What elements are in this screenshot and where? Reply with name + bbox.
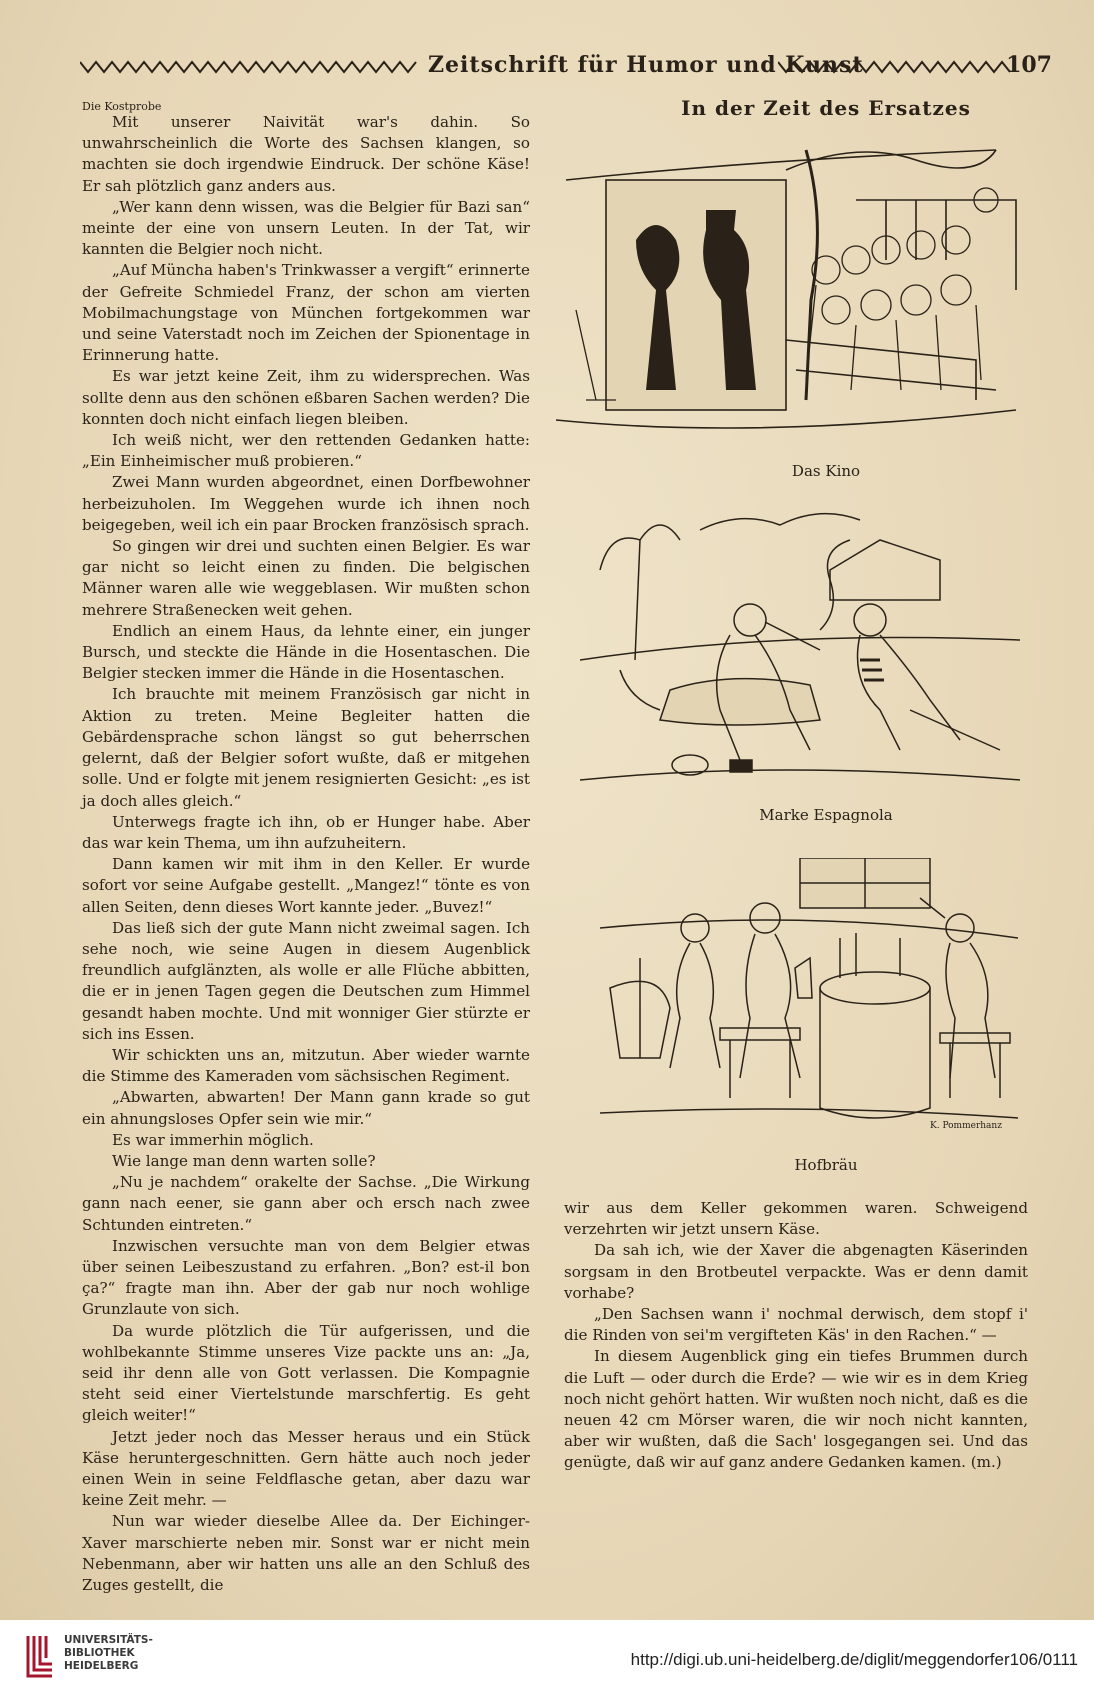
section-label: Die Kostprobe [82, 100, 162, 113]
paragraph: Das ließ sich der gute Mann nicht zweimal sagen. Ich sehe noch, wie seine Augen in diesem Augenblick freundlich aufglänzten, als wolle er alle Flüche abbitten, die er in jenen Tagen gegen die Deutschen zum Himmel gesandt haben mochte. Und mit wonniger Gier stürzte er sich ins Essen. [82, 918, 530, 1043]
library-name-line: UNIVERSITÄTS- [64, 1634, 153, 1646]
paragraph: „Wer kann denn wissen, was die Belgier für Bazi san“ meinte der eine von unsern Leuten. In der Tat, wir kannten die Belgier noch nicht. [82, 197, 530, 259]
paragraph: Es war immerhin möglich. [112, 1130, 314, 1149]
caption-hofbraeu: Hofbräu [794, 1156, 858, 1174]
page-header [60, 48, 1052, 82]
paragraph: Es war jetzt keine Zeit, ihm zu widersprechen. Was sollte denn aus den schönen eßbaren Sachen werden? Die konnten doch nicht einfach liegen bleiben. [82, 367, 530, 428]
kino-drawing [556, 140, 1024, 450]
library-name-line: BIBLIOTHEK [64, 1647, 135, 1659]
paragraph: Ich weiß nicht, wer den rettenden Gedanken hatte: „Ein Einheimischer muß probieren.“ [82, 431, 530, 471]
paragraph: Zwei Mann wurden abgeordnet, einen Dorfbewohner herbeizuholen. Im Weggehen wurde ich ihnen noch beigegeben, weil ich ein paar Brocken französisch sprach. [82, 473, 530, 534]
paragraph: Wir schickten uns an, mitzutun. Aber wieder warnte die Stimme des Kameraden vom sächsischen Regiment. [82, 1045, 530, 1086]
paragraph: Nun war wieder dieselbe Allee da. Der Eichinger-Xaver marschierte neben mir. Sonst war er nicht mein Nebenmann, aber wir hatten uns alle an den Schluß des Zuges gestellt, die [82, 1512, 530, 1595]
paragraph: „Abwarten, abwarten! Der Mann gann krade so gut ein ahnungsloses Opfer sein wie mir.“ [82, 1088, 530, 1128]
illustration-espagnola [580, 510, 1020, 790]
caption-espagnola: Marke Espagnola [759, 806, 893, 824]
paragraph: „Den Sachsen wann i' nochmal derwisch, dem stopf i' die Rinden von sei'm vergifteten Käs' in den Rachen.“ — [564, 1305, 1028, 1345]
caption-kino: Das Kino [791, 462, 861, 480]
paragraph: In diesem Augenblick ging ein tiefes Brummen durch die Luft — oder durch die Erde? — wie wir es in dem Krieg noch nicht gehört hatten. Wir wußten noch nicht, daß es die neuen 42 cm Mörser waren, die wir noch nicht kannten, aber wir wußten, daß die Sach' losgegangen sei. Und das genügte, daß wir auf ganz andere Gedanken kamen. (m.) [564, 1347, 1028, 1472]
library-name [64, 1634, 153, 1673]
paragraph: Endlich an einem Haus, da lehnte einer, ein junger Bursch, und steckte die Hände in die Hosentaschen. Die Belgier stecken immer die Hände in die Hosentaschen. [82, 621, 530, 683]
paragraph: So gingen wir drei und suchten einen Belgier. Es war gar nicht so leicht einen zu finden. Die belgischen Männer waren alle wie weggeblasen. Wir mußten schon mehrere Straßenecken weit gehen. [82, 537, 530, 619]
artist-signature: K. Pommerhanz [930, 1121, 1002, 1131]
illustration-kino [556, 140, 1024, 450]
illustration-hofbraeu [600, 858, 1018, 1140]
footer-bar [0, 1620, 1094, 1695]
page-number: 107 [1006, 52, 1052, 78]
header-ornament-left [80, 58, 420, 74]
header-title: Zeitschrift für Humor und Kunst [428, 52, 864, 78]
paragraph: „Auf Müncha haben's Trinkwasser a vergift“ erinnerte der Gefreite Schmiedel Franz, der schon am vierten Mobilmachungstage von München fortgekommen war und seine Vaterstadt noch im Zeichen der Spionentage in Erinnerung hatte. [82, 261, 530, 365]
paragraph: Jetzt jeder noch das Messer heraus und ein Stück Käse heruntergeschnitten. Gern hätte auch noch jeder einen Wein in seine Feldflasche getan, aber dazu war keine Zeit mehr. — [82, 1427, 530, 1510]
paragraph: Wie lange man denn warten solle? [112, 1151, 376, 1170]
paragraph: Da wurde plötzlich die Tür aufgerissen, und die wohlbekannte Stimme unseres Vize packte uns an: „Ja, seid ihr denn alle von Gott verlassen. Die Kompagnie steht seid einer Viertelstunde marschfertig. Es geht gleich weiter!“ [82, 1321, 530, 1425]
paragraph: Da sah ich, wie der Xaver die abgenagten Käserinden sorgsam in den Brotbeutel verpackte. Was er denn damit vorhabe? [564, 1241, 1028, 1302]
paragraph: wir aus dem Keller gekommen waren. Schweigend verzehrten wir jetzt unsern Käse. [564, 1199, 1028, 1239]
source-url[interactable]: http://digi.ub.uni-heidelberg.de/diglit/meggendorfer106/0111 [630, 1650, 1078, 1669]
right-text-column [564, 1198, 1028, 1474]
paragraph: Unterwegs fragte ich ihn, ob er Hunger habe. Aber das war kein Thema, um ihn aufzuheitern. [82, 812, 530, 852]
left-text-column [82, 112, 530, 1596]
paragraph: „Nu je nachdem“ orakelte der Sachse. „Die Wirkung gann nach eener, sie gann aber och ersch nach zwee Schtunden eintreten.“ [82, 1173, 530, 1234]
hofbraeu-drawing [600, 858, 1018, 1140]
paragraph: Ich brauchte mit meinem Französisch gar nicht in Aktion zu treten. Meine Begleiter hatten die Gebärdensprache schon längst so gut beherrschen gelernt, daß der Belgier sofort wußte, daß er mitgehen solle. Und er folgte mit jenem resignierten Gesicht: „es ist ja doch alles gleich.“ [82, 685, 530, 810]
header-ornament-right [778, 58, 1014, 74]
paragraph: Dann kamen wir mit ihm in den Keller. Er wurde sofort vor seine Aufgabe gestellt. „Mangez!“ tönte es von allen Seiten, denn dieses Wort kannte jeder. „Buvez!“ [82, 855, 530, 916]
espagnola-drawing [580, 510, 1020, 790]
paragraph: Inzwischen versuchte man von dem Belgier etwas über seinen Leibeszustand zu erfahren. „Bon? est-il bon ça?“ fragte man ihn. Aber der gab nur noch wohlige Grunzlaute von sich. [82, 1236, 530, 1319]
paragraph: Mit unserer Naivität war's dahin. So unwahrscheinlich die Worte des Sachsen klangen, so machten sie doch irgendwie Eindruck. Der schöne Käse! Er sah plötzlich ganz anders aus. [82, 113, 530, 195]
cartoon-series-title: In der Zeit des Ersatzes [681, 96, 971, 120]
library-name-line: HEIDELBERG [64, 1660, 139, 1672]
library-logo-icon [22, 1628, 58, 1684]
